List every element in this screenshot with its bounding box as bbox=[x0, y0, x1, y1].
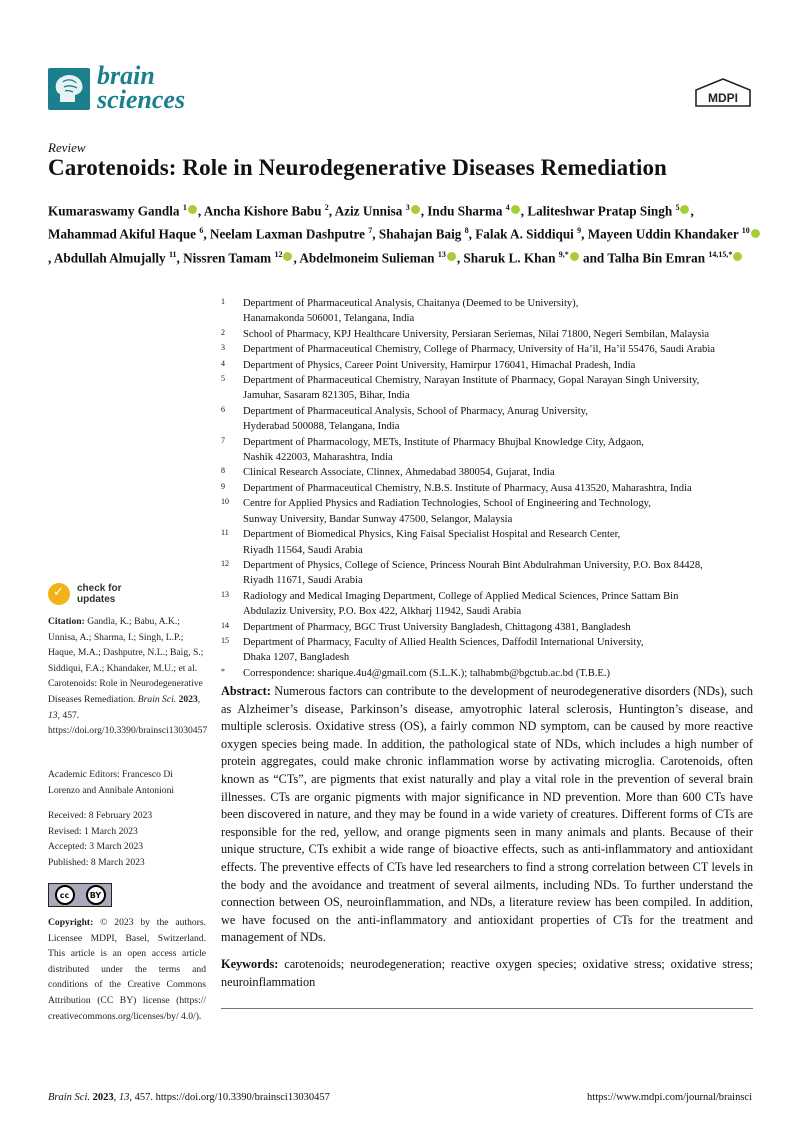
affiliation-number: 5 bbox=[221, 374, 225, 384]
affiliation-item bbox=[221, 327, 761, 342]
affiliation-line: Department of Pharmacy, Faculty of Allied Health Sciences, Daffodil International University, bbox=[243, 636, 644, 648]
author-affiliation-sup: 9 bbox=[577, 226, 582, 236]
affiliation-line: Riyadh 11671, Saudi Arabia bbox=[243, 575, 363, 587]
affiliation-line: Department of Pharmaceutical Chemistry, College of Pharmacy, University of Ha’il, Ha’il 55476, Saudi Arabia bbox=[243, 344, 715, 356]
author-name: Ancha Kishore Babu bbox=[203, 203, 322, 219]
cc-icon: cc bbox=[55, 885, 75, 905]
journal-name-line1: brain bbox=[97, 61, 155, 90]
author-name: Mayeen Uddin Khandaker bbox=[587, 226, 739, 242]
affiliation-line: Sunway University, Bandar Sunway 47500, Selangor, Malaysia bbox=[243, 513, 513, 525]
journal-logo-icon bbox=[48, 68, 90, 110]
affiliation-line: Department of Pharmaceutical Chemistry, Narayan Institute of Pharmacy, Gopal Narayan Singh University, bbox=[243, 375, 700, 387]
cc-by-license-icon[interactable] bbox=[48, 883, 112, 907]
author-name: Laliteshwar Pratap Singh bbox=[527, 203, 673, 219]
author-affiliation-sup: 4 bbox=[505, 203, 510, 212]
affiliation-line: Clinical Research Associate, Clinnex, Ahmedabad 380054, Gujarat, India bbox=[243, 467, 555, 479]
author-name: Talha Bin Emran bbox=[607, 250, 706, 266]
copyright bbox=[48, 915, 206, 1024]
footer-journal-url[interactable]: https://www.mdpi.com/journal/brainsci bbox=[587, 1092, 752, 1103]
copyright-label: Copyright: bbox=[48, 917, 94, 928]
author-name: Kumaraswamy Gandla bbox=[48, 203, 180, 219]
affiliation-line: Department of Pharmacy, BGC Trust University Bangladesh, Chittagong 4381, Bangladesh bbox=[243, 621, 631, 633]
affiliation-item bbox=[221, 527, 761, 558]
dates bbox=[48, 808, 206, 870]
author-name: Abdelmoneim Sulieman bbox=[299, 250, 435, 266]
keywords bbox=[221, 956, 753, 991]
author-affiliation-sup: 11 bbox=[168, 249, 177, 259]
footer-journal: Brain Sci. bbox=[48, 1092, 90, 1103]
author-affiliation-sup: 14,15,* bbox=[708, 249, 733, 259]
author-affiliation-sup: 2 bbox=[324, 203, 329, 212]
orcid-icon[interactable] bbox=[447, 252, 456, 261]
publisher-name: MDPI bbox=[708, 91, 738, 105]
footer-volume: 13 bbox=[118, 1092, 130, 1103]
copyright-text: © 2023 by the authors. Licensee MDPI, Basel, Switzerland. This article is an open access article distributed under the terms and conditions of the Creative Commons Attribution (CC BY) license (https:// creativecommons.org/licenses/by/ 4.0/). bbox=[48, 917, 206, 1022]
affiliation-item bbox=[221, 620, 761, 635]
divider bbox=[221, 1008, 753, 1009]
affiliation-line: Dhaka 1207, Bangladesh bbox=[243, 652, 350, 664]
author-affiliation-sup: 13 bbox=[437, 249, 446, 259]
check-line1: check for bbox=[77, 583, 122, 594]
affiliation-line: Hyderabad 500088, Telangana, India bbox=[243, 421, 400, 433]
affiliation-item bbox=[221, 373, 761, 404]
affiliation-line: Department of Pharmaceutical Chemistry, N.B.S. Institute of Pharmacy, Ausa 413520, Maharashtra, India bbox=[243, 482, 692, 494]
affiliation-line: Nashik 422003, Maharashtra, India bbox=[243, 452, 393, 464]
affiliation-line: Department of Pharmaceutical Analysis, Chaitanya (Deemed to be University), bbox=[243, 298, 579, 309]
affiliation-number: 13 bbox=[221, 589, 229, 599]
author-affiliation-sup: 7 bbox=[368, 226, 373, 236]
check-for-updates-label bbox=[77, 583, 121, 605]
author-name: Indu Sharma bbox=[427, 203, 503, 219]
author-affiliation-sup: 3 bbox=[405, 203, 410, 212]
page-title: Carotenoids: Role in Neurodegenerative Diseases Remediation bbox=[48, 155, 667, 180]
author-affiliation-sup: 10 bbox=[741, 226, 750, 236]
affiliation-number: 9 bbox=[221, 481, 225, 491]
affiliation-number: 2 bbox=[221, 327, 225, 337]
orcid-icon[interactable] bbox=[570, 252, 579, 261]
affiliation-number: 15 bbox=[221, 635, 229, 645]
affiliation-number: * bbox=[221, 666, 225, 676]
author-name: Shahajan Baig bbox=[378, 226, 462, 242]
citation-doi[interactable]: , 457. https://doi.org/10.3390/brainsci13030457 bbox=[48, 709, 208, 737]
orcid-icon[interactable] bbox=[411, 205, 420, 214]
abstract bbox=[221, 683, 753, 947]
affiliation-line: Jamuhar, Sasaram 821305, Bihar, India bbox=[243, 390, 410, 402]
affiliation-line: Riyadh 11564, Saudi Arabia bbox=[243, 544, 363, 556]
abstract-label: Abstract: bbox=[221, 684, 271, 698]
affiliation-line: Department of Biomedical Physics, King Faisal Specialist Hospital and Research Center, bbox=[243, 529, 621, 541]
affiliations bbox=[221, 296, 761, 681]
date-published: Published: 8 March 2023 bbox=[48, 856, 145, 868]
affiliation-line: Department of Pharmacology, METs, Institute of Pharmacy Bhujbal Knowledge City, Adgaon, bbox=[243, 436, 644, 448]
author-name: Falak A. Siddiqui bbox=[475, 226, 574, 242]
affiliation-number: 10 bbox=[221, 497, 229, 507]
affiliation-line: Department of Physics, Career Point University, Hamirpur 176041, Himachal Pradesh, India bbox=[243, 359, 636, 371]
affiliation-number: 11 bbox=[221, 528, 229, 538]
affiliation-number: 12 bbox=[221, 558, 229, 568]
citation-label: Citation: bbox=[48, 616, 85, 627]
affiliation-line: Department of Physics, College of Science, Princess Nourah Bint Abdulrahman University, P.O. Box 84428, bbox=[243, 559, 703, 571]
academic-editors: Academic Editors: Francesco Di Lorenzo and Annibale Antonioni bbox=[48, 769, 175, 796]
author-name: Sharuk L. Khan bbox=[463, 250, 556, 266]
affiliation-line: Correspondence: sharique.4u4@gmail.com (S.L.K.); talhabmb@bgctub.ac.bd (T.B.E.) bbox=[243, 667, 611, 679]
author-affiliation-sup: 5 bbox=[675, 203, 680, 212]
affiliation-line: Centre for Applied Physics and Radiation Technologies, School of Engineering and Technology, bbox=[243, 498, 651, 510]
keywords-label: Keywords: bbox=[221, 957, 279, 971]
check-for-updates-button[interactable] bbox=[48, 583, 121, 605]
date-revised: Revised: 1 March 2023 bbox=[48, 825, 138, 837]
author-list: Kumaraswamy Gandla $^1$ , Ancha Kishore Babu $^2$, Aziz Unnisa $^3$ , Indu Sharma $^4$ , Laliteshwar Pratap Singh $^5$ , Mahammad Akiful Haque $^6$, Neelam Laxman Dashputre $^7$, Shahajan Baig $^8$, Falak A. Siddiqui $^9$, Mayeen Uddin Khandaker $^{10}$, Abdullah Almujally $^{11}$, Nissren Tamam $^{12}$ , Abdelmoneim Sulieman $^{13}$ , Sharuk L. Khan $^{9,*}$ and Talha Bin Emran $^{14,15,*}$ bbox=[48, 198, 763, 268]
affiliation-line: School of Pharmacy, KPJ Healthcare University, Persiaran Seriemas, Nilai 71800, Negeri Sembilan, Malaysia bbox=[243, 328, 710, 340]
author-name: Neelam Laxman Dashputre bbox=[209, 226, 365, 242]
citation-volume: 13 bbox=[48, 709, 58, 721]
author-affiliation-sup: 6 bbox=[199, 226, 204, 236]
affiliation-number: 14 bbox=[221, 620, 229, 630]
mdpi-logo bbox=[694, 78, 752, 108]
orcid-icon[interactable] bbox=[283, 252, 292, 261]
affiliation-number: 6 bbox=[221, 404, 225, 414]
journal-name bbox=[97, 61, 186, 114]
journal-name-line2: sciences bbox=[97, 85, 186, 114]
citation-year: 2023 bbox=[178, 693, 198, 705]
citation-journal: Brain Sci. bbox=[137, 693, 177, 705]
affiliation-item bbox=[221, 496, 761, 527]
orcid-icon[interactable] bbox=[188, 205, 197, 214]
affiliation-item bbox=[221, 666, 761, 681]
orcid-icon[interactable] bbox=[680, 205, 689, 214]
affiliation-number: 8 bbox=[221, 466, 225, 476]
orcid-icon[interactable] bbox=[751, 229, 760, 238]
affiliation-number: 3 bbox=[221, 343, 225, 353]
date-received: Received: 8 February 2023 bbox=[48, 810, 153, 821]
affiliation-item bbox=[221, 342, 761, 357]
citation-text: Gandla, K.; Babu, A.K.; Unnisa, A.; Sharma, I.; Singh, L.P.; Haque, M.A.; Dashputre, N.L.; Baig, S.; Siddiqui, F.A.; Khandaker, M.U.; et al. Carotenoids: Role in Neurodegenerative Diseases Remediation. bbox=[48, 616, 204, 705]
author-name: Mahammad Akiful Haque bbox=[48, 226, 197, 242]
article-type: Review bbox=[48, 140, 86, 155]
affiliation-number: 1 bbox=[221, 297, 225, 306]
check-line2: updates bbox=[77, 594, 116, 605]
author-name: Nissren Tamam bbox=[183, 250, 272, 266]
affiliation-number: 4 bbox=[221, 358, 225, 368]
affiliation-item bbox=[221, 589, 761, 620]
affiliation-number: 7 bbox=[221, 435, 225, 445]
author-name: Aziz Unnisa bbox=[334, 203, 403, 219]
author-affiliation-sup: 8 bbox=[464, 226, 469, 236]
orcid-icon[interactable] bbox=[511, 205, 520, 214]
citation: Citation: Gandla, K.; Babu, A.K.; Unnisa, A.; Sharma, I.; Singh, L.P.; Haque, M.A.; Dashputre, N.L.; Baig, S.; Siddiqui, F.A.; Khandaker, M.U.; et al. Carotenoids: Role in Neurodegenerative Diseases Remediation. Brain Sci. 2023, 13, 457. https://doi.org/10.3390/brainsci13030457 bbox=[48, 616, 208, 737]
date-accepted: Accepted: 3 March 2023 bbox=[48, 841, 144, 853]
author-affiliation-sup: 1 bbox=[182, 203, 187, 212]
author-name: Abdullah Almujally bbox=[53, 250, 166, 266]
affiliation-line: Radiology and Medical Imaging Department, College of Applied Medical Sciences, Prince Sattam Bin bbox=[243, 590, 679, 602]
keywords-text: carotenoids; neurodegeneration; reactive oxygen species; oxidative stress; oxidative stress; neuroinflammation bbox=[221, 957, 753, 989]
footer-doi[interactable]: , 457. https://doi.org/10.3390/brainsci13030457 bbox=[129, 1092, 330, 1103]
author-affiliation-sup: 9,* bbox=[558, 249, 569, 259]
affiliation-item bbox=[221, 635, 761, 666]
check-for-updates-icon bbox=[48, 583, 70, 605]
affiliation-item bbox=[221, 481, 761, 496]
affiliation-line: Hanamakonda 506001, Telangana, India bbox=[243, 313, 415, 325]
affiliation-line: Department of Pharmaceutical Analysis, School of Pharmacy, Anurag University, bbox=[243, 405, 588, 417]
affiliation-item bbox=[221, 435, 761, 466]
affiliation-item bbox=[221, 465, 761, 480]
affiliation-item bbox=[221, 358, 761, 373]
affiliation-line: Abdulaziz University, P.O. Box 422, Alkharj 11942, Saudi Arabia bbox=[243, 606, 522, 618]
footer-year: 2023 bbox=[92, 1092, 114, 1103]
author-affiliation-sup: 12 bbox=[274, 249, 283, 259]
by-icon: BY bbox=[86, 885, 106, 905]
affiliation-item bbox=[221, 404, 761, 435]
orcid-icon[interactable] bbox=[733, 252, 742, 261]
footer-citation: Brain Sci. 2023, 13, 457. https://doi.org/10.3390/brainsci13030457 bbox=[48, 1092, 330, 1103]
abstract-text: Numerous factors can contribute to the development of neurodegenerative disorders (NDs), such as Alzheimer’s disease, Parkinson’s disease, amyotrophic lateral sclerosis, Huntington’s disease, and multiple sclerosis. Oxidative stress (OS), a fairly common ND symptom, can be caused by more reactive oxygen species being made. In addition, the pathological state of NDs, which includes a high number of protein aggregates, could make chronic inflammation worse by activating microglia. Carotenoids, often known as “CTs”, are pigments that exist naturally and play a vital role in the prevention of several brain illnesses. CTs are organic pigments with major significance in ND prevention. More than 600 CTs have been discovered in nature, and they may be found in a wide variety of creatures. Different forms of CTs are responsible for the red, yellow, and orange pigments seen in many animals and plants. Because of their unique structure, CTs exhibit a wide range of bioactive effects, such as anti-inflammatory and antioxidant effects. The preventive effects of CTs have led researchers to find a strong correlation between CT levels in the body and the avoidance and treatment of several ailments, including NDs. To further understand the connection between OS, neuroinflammation, and NDs, a literature review has been compiled. In addition, we have focused on the anti-inflammatory and antioxidant properties of CTs for the treatment and management of NDs. bbox=[221, 684, 753, 945]
affiliation-item bbox=[221, 558, 761, 589]
affiliation-item bbox=[221, 296, 761, 327]
